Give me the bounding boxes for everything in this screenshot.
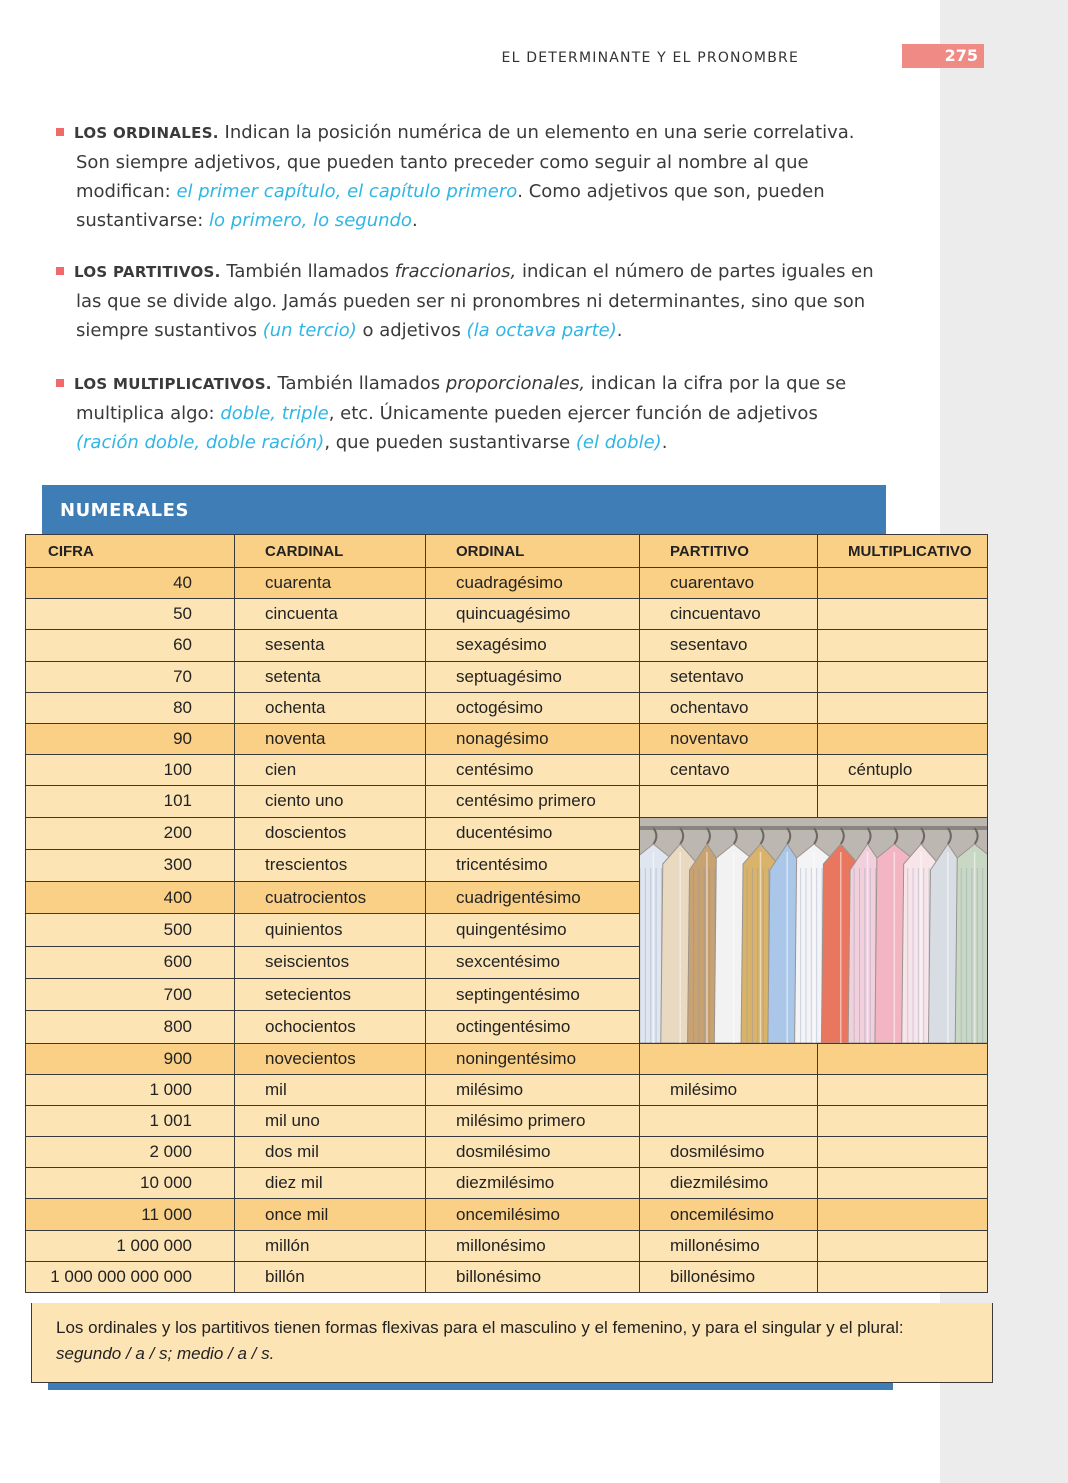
table-row — [26, 1105, 988, 1136]
table-row — [26, 723, 988, 754]
cell-cardinal: cuarenta — [235, 568, 426, 599]
cell-cardinal: billón — [235, 1261, 426, 1292]
cell-cardinal: cincuenta — [235, 599, 426, 630]
cell-partitivo: setentavo — [640, 661, 818, 692]
column-header-partitivo: PARTITIVO — [640, 535, 818, 568]
cell-partitivo — [640, 1105, 818, 1136]
table-row — [26, 1043, 988, 1074]
table-note — [31, 1303, 993, 1383]
cell-partitivo: millonésimo — [640, 1230, 818, 1261]
cell-cardinal: once mil — [235, 1199, 426, 1230]
cell-ordinal: millonésimo — [426, 1230, 640, 1261]
cell-partitivo — [640, 786, 818, 817]
cell-partitivo: noventavo — [640, 723, 818, 754]
note-line-1: Los ordinales y los partitivos tienen formas flexivas para el masculino y el femenino, y para el singular y el plural: — [56, 1318, 904, 1337]
table-row — [26, 1199, 988, 1230]
cell-partitivo: oncemilésimo — [640, 1199, 818, 1230]
cell-multiplicativo — [818, 723, 988, 754]
shirts-on-hangers-image — [640, 817, 988, 1043]
cell-multiplicativo — [818, 1043, 988, 1074]
cell-ordinal: nonagésimo — [426, 723, 640, 754]
table-row — [26, 630, 988, 661]
cell-ordinal: quingentésimo — [426, 914, 640, 946]
chapter-title: EL DETERMINANTE Y EL PRONOMBRE — [501, 50, 799, 66]
table-row — [26, 817, 988, 849]
cell-cifra: 600 — [26, 946, 235, 978]
table-row — [26, 568, 988, 599]
cell-ordinal: milésimo — [426, 1074, 640, 1105]
cell-cardinal: diez mil — [235, 1168, 426, 1199]
note-line-2: segundo / a / s; medio / a / s. — [56, 1344, 275, 1363]
table-row — [26, 661, 988, 692]
cell-cardinal: cien — [235, 755, 426, 786]
cell-cardinal: setecientos — [235, 978, 426, 1010]
paragraph-multiplicativos: LOS MULTIPLICATIVOS. También llamados proporcionales, indican la cifra por la que se multiplica algo: doble, triple, etc. Únicamente pueden ejercer función de adjetivos (ración doble, doble ración), que pueden sustantivarse (el doble). — [56, 369, 886, 457]
cell-multiplicativo — [818, 630, 988, 661]
cell-cifra: 1 000 000 000 000 — [26, 1261, 235, 1292]
column-header-multiplicativo: MULTIPLICATIVO — [818, 535, 988, 568]
cell-multiplicativo — [818, 1199, 988, 1230]
cell-multiplicativo — [818, 1168, 988, 1199]
cell-cardinal: doscientos — [235, 817, 426, 849]
cell-cardinal: setenta — [235, 661, 426, 692]
cell-cifra: 90 — [26, 723, 235, 754]
cell-cardinal: sesenta — [235, 630, 426, 661]
cell-ordinal: diezmilésimo — [426, 1168, 640, 1199]
example-text: el primer capítulo, el capítulo primero — [176, 181, 518, 202]
cell-ordinal: tricentésimo — [426, 849, 640, 881]
page-header — [0, 44, 985, 70]
cell-cifra: 400 — [26, 882, 235, 914]
cell-partitivo: diezmilésimo — [640, 1168, 818, 1199]
cell-cifra: 100 — [26, 755, 235, 786]
cell-cardinal: ochocientos — [235, 1011, 426, 1043]
cell-ordinal: milésimo primero — [426, 1105, 640, 1136]
example-text: lo primero, lo segundo — [209, 210, 412, 231]
cell-multiplicativo — [818, 1074, 988, 1105]
cell-cifra: 40 — [26, 568, 235, 599]
cell-cifra: 500 — [26, 914, 235, 946]
cell-cifra: 101 — [26, 786, 235, 817]
cell-cardinal: quinientos — [235, 914, 426, 946]
cell-cifra: 70 — [26, 661, 235, 692]
cell-ordinal: septuagésimo — [426, 661, 640, 692]
bullet-icon — [56, 379, 64, 387]
cell-multiplicativo — [818, 568, 988, 599]
cell-cifra: 700 — [26, 978, 235, 1010]
cell-cifra: 10 000 — [26, 1168, 235, 1199]
cell-cardinal: seiscientos — [235, 946, 426, 978]
cell-cardinal: trescientos — [235, 849, 426, 881]
cell-cifra: 11 000 — [26, 1199, 235, 1230]
cell-multiplicativo: céntuplo — [818, 755, 988, 786]
cell-cifra: 1 001 — [26, 1105, 235, 1136]
cell-cardinal: cuatrocientos — [235, 882, 426, 914]
column-header-cifra: CIFRA — [26, 535, 235, 568]
column-header-ordinal: ORDINAL — [426, 535, 640, 568]
cell-ordinal: octogésimo — [426, 692, 640, 723]
table-row — [26, 1168, 988, 1199]
cell-ordinal: centésimo — [426, 755, 640, 786]
cell-partitivo: sesentavo — [640, 630, 818, 661]
table-row — [26, 1074, 988, 1105]
cell-ordinal: cuadragésimo — [426, 568, 640, 599]
cell-cifra: 80 — [26, 692, 235, 723]
example-text: doble, triple — [220, 403, 329, 424]
cell-cifra: 200 — [26, 817, 235, 849]
example-text: (un tercio) — [262, 320, 357, 341]
example-text: (el doble) — [575, 432, 662, 453]
table-row — [26, 755, 988, 786]
cell-ordinal: noningentésimo — [426, 1043, 640, 1074]
example-text: (la octava parte) — [466, 320, 617, 341]
cell-partitivo: milésimo — [640, 1074, 818, 1105]
cell-cardinal: novecientos — [235, 1043, 426, 1074]
cell-ordinal: dosmilésimo — [426, 1137, 640, 1168]
cell-cifra: 1 000 — [26, 1074, 235, 1105]
cell-cardinal: noventa — [235, 723, 426, 754]
cell-cardinal: ochenta — [235, 692, 426, 723]
column-header-cardinal: CARDINAL — [235, 535, 426, 568]
cell-partitivo: ochentavo — [640, 692, 818, 723]
cell-multiplicativo — [818, 661, 988, 692]
lead-multiplicativos: LOS MULTIPLICATIVOS. — [74, 375, 272, 393]
cell-multiplicativo — [818, 1261, 988, 1292]
cell-cifra: 300 — [26, 849, 235, 881]
cell-ordinal: sexagésimo — [426, 630, 640, 661]
cell-ordinal: oncemilésimo — [426, 1199, 640, 1230]
cell-ordinal: sexcentésimo — [426, 946, 640, 978]
cell-partitivo: cincuentavo — [640, 599, 818, 630]
cell-cardinal: mil uno — [235, 1105, 426, 1136]
cell-cardinal: ciento uno — [235, 786, 426, 817]
cell-ordinal: billonésimo — [426, 1261, 640, 1292]
cell-cifra: 50 — [26, 599, 235, 630]
table-row — [26, 1230, 988, 1261]
page-number: 275 — [902, 44, 984, 68]
cell-multiplicativo — [818, 786, 988, 817]
cell-ordinal: ducentésimo — [426, 817, 640, 849]
bullet-icon — [56, 267, 64, 275]
cell-multiplicativo — [818, 599, 988, 630]
table-header-row — [26, 535, 988, 568]
cell-multiplicativo — [818, 1230, 988, 1261]
lead-ordinales: LOS ORDINALES. — [74, 124, 219, 142]
cell-partitivo: cuarentavo — [640, 568, 818, 599]
cell-cifra: 800 — [26, 1011, 235, 1043]
cell-partitivo: centavo — [640, 755, 818, 786]
table-row — [26, 692, 988, 723]
cell-cifra: 60 — [26, 630, 235, 661]
numerales-table — [25, 534, 988, 1293]
cell-cifra: 900 — [26, 1043, 235, 1074]
cell-multiplicativo — [818, 692, 988, 723]
numerales-title: NUMERALES — [60, 500, 189, 521]
cell-multiplicativo — [818, 1105, 988, 1136]
cell-cardinal: millón — [235, 1230, 426, 1261]
cell-ordinal: centésimo primero — [426, 786, 640, 817]
table-row — [26, 1137, 988, 1168]
cell-partitivo — [640, 1043, 818, 1074]
lead-partitivos: LOS PARTITIVOS. — [74, 263, 221, 281]
cell-cifra: 1 000 000 — [26, 1230, 235, 1261]
cell-cifra: 2 000 — [26, 1137, 235, 1168]
cell-ordinal: septingentésimo — [426, 978, 640, 1010]
cell-partitivo: billonésimo — [640, 1261, 818, 1292]
cell-partitivo: dosmilésimo — [640, 1137, 818, 1168]
cell-ordinal: octingentésimo — [426, 1011, 640, 1043]
cell-cardinal: dos mil — [235, 1137, 426, 1168]
table-row — [26, 1261, 988, 1292]
paragraph-ordinales: LOS ORDINALES. Indican la posición numérica de un elemento en una serie correlativa. Son siempre adjetivos, que pueden tanto preceder como seguir al nombre al que modifican: el primer capítulo, el capítulo primero. Como adjetivos que son, pueden sustantivarse: lo primero, lo segundo. — [56, 118, 886, 235]
cell-ordinal: cuadrigentésimo — [426, 882, 640, 914]
table-row — [26, 786, 988, 817]
table-row — [26, 599, 988, 630]
cell-cardinal: mil — [235, 1074, 426, 1105]
cell-multiplicativo — [818, 1137, 988, 1168]
paragraph-partitivos: LOS PARTITIVOS. También llamados fraccionarios, indican el número de partes iguales en las que se divide algo. Jamás pueden ser ni pronombres ni determinantes, sino que son siempre sustantivos (un tercio) o adjetivos (la octava parte). — [56, 257, 886, 345]
example-text: (ración doble, doble ración) — [76, 432, 325, 453]
bullet-icon — [56, 128, 64, 136]
cell-ordinal: quincuagésimo — [426, 599, 640, 630]
